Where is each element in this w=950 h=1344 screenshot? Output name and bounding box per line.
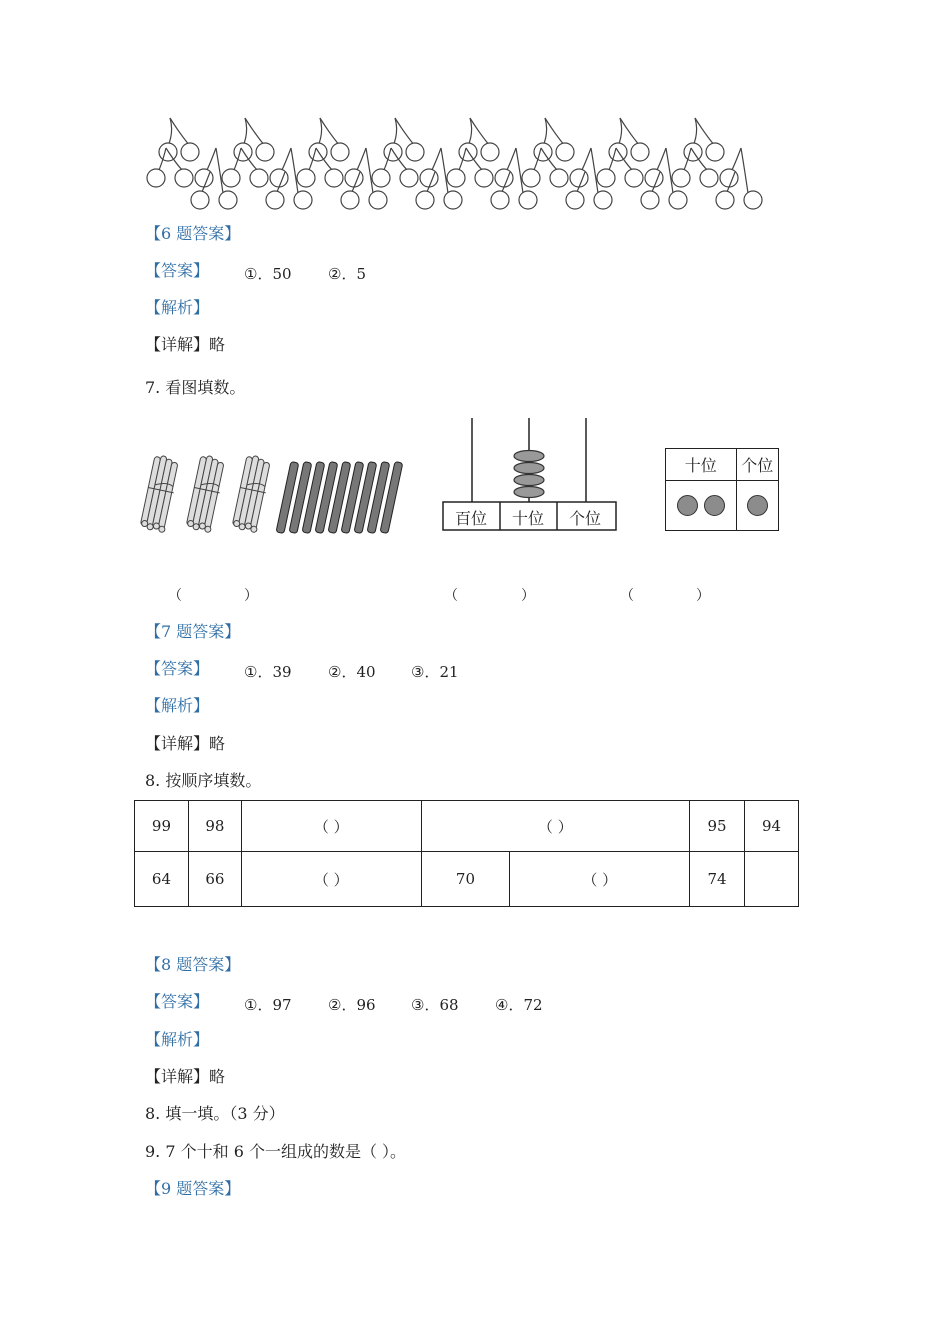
- table-blank-cell: （ ）: [510, 852, 690, 907]
- q6-detail: [145, 335, 225, 355]
- q8-answer-4: ④．72: [495, 996, 543, 1014]
- cherries-illustration: [140, 112, 800, 218]
- q7-question: 7. 看图填数。: [145, 378, 246, 397]
- q8-detail-text: 略: [209, 1067, 226, 1086]
- q8-detail: [145, 1067, 225, 1087]
- q8-question: 8. 按顺序填数。: [145, 771, 262, 790]
- pv-header-ones: 个位: [736, 449, 778, 481]
- table-cell: 95: [690, 801, 745, 852]
- q7-blank-3-open: （: [620, 588, 634, 604]
- q8-answer-2: ②．96: [328, 996, 376, 1014]
- table-blank-cell: （ ）: [241, 801, 421, 852]
- abacus-tens-beads: [514, 451, 544, 498]
- place-value-table: [665, 448, 779, 531]
- table-cell: 99: [135, 801, 189, 852]
- q8-answer-1: ①．97: [244, 996, 292, 1014]
- q6-answer-label: 【答案】: [145, 261, 210, 280]
- table-cell: 70: [421, 852, 510, 907]
- q6-detail-label: 【详解】: [145, 335, 210, 354]
- q7-answer-label: 【答案】: [145, 659, 210, 678]
- table-blank-cell: （ ）: [241, 852, 421, 907]
- q7-answer-3: ③．21: [411, 663, 459, 681]
- q7-answer-1: ①．39: [244, 663, 292, 681]
- q7-blank-2-close: ）: [521, 588, 535, 604]
- counter-dot: [704, 495, 725, 516]
- q8-detail-label: 【详解】: [145, 1067, 210, 1086]
- pv-header-tens: 十位: [666, 449, 737, 481]
- counter-dot: [677, 495, 698, 516]
- pv-ones-cell: [736, 481, 778, 531]
- stick-bundles-illustration: [140, 450, 410, 540]
- table-cell: 74: [690, 852, 745, 907]
- abacus-label-ones: 个位: [569, 509, 602, 528]
- q8-answer-header: 【8 题答案】: [145, 955, 241, 974]
- q6-answer-2: ②．5: [328, 265, 366, 283]
- q6-answer-header: 【6 题答案】: [145, 224, 241, 243]
- q9-question: 9. 7 个十和 6 个一组成的数是（ ）。: [145, 1142, 407, 1161]
- q8-answer-3: ③．68: [411, 996, 459, 1014]
- table-cell: [745, 852, 799, 907]
- q7-detail: [145, 734, 225, 754]
- q7-blank-2-open: （: [444, 588, 458, 604]
- q8-analysis-label: 【解析】: [145, 1030, 210, 1049]
- q7-blank-1-open: （: [168, 588, 182, 604]
- q8-answer-label: 【答案】: [145, 992, 210, 1011]
- abacus-label-hundreds: 百位: [455, 509, 488, 528]
- table-cell: 98: [188, 801, 241, 852]
- q7-detail-text: 略: [209, 734, 226, 753]
- abacus-label-tens: 十位: [512, 509, 545, 528]
- table-cell: 64: [135, 852, 189, 907]
- q7-blank-1-close: ）: [244, 588, 258, 604]
- q7-blank-3-close: ）: [696, 588, 710, 604]
- section-heading: 8. 填一填。（3 分）: [145, 1104, 285, 1123]
- q7-answer-2: ②．40: [328, 663, 376, 681]
- q6-answer-1: ①．50: [244, 265, 292, 283]
- table-blank-cell: （ ）: [421, 801, 690, 852]
- table-cell: 94: [745, 801, 799, 852]
- q6-analysis-label: 【解析】: [145, 298, 210, 317]
- q9-answer-header: 【9 题答案】: [145, 1179, 241, 1198]
- q7-analysis-label: 【解析】: [145, 696, 210, 715]
- q7-answer-header: 【7 题答案】: [145, 622, 241, 641]
- counter-dot: [747, 495, 768, 516]
- pv-tens-cell: [666, 481, 737, 531]
- sequence-table: [134, 800, 799, 907]
- q7-detail-label: 【详解】: [145, 734, 210, 753]
- table-cell: 66: [188, 852, 241, 907]
- q6-detail-text: 略: [209, 335, 226, 354]
